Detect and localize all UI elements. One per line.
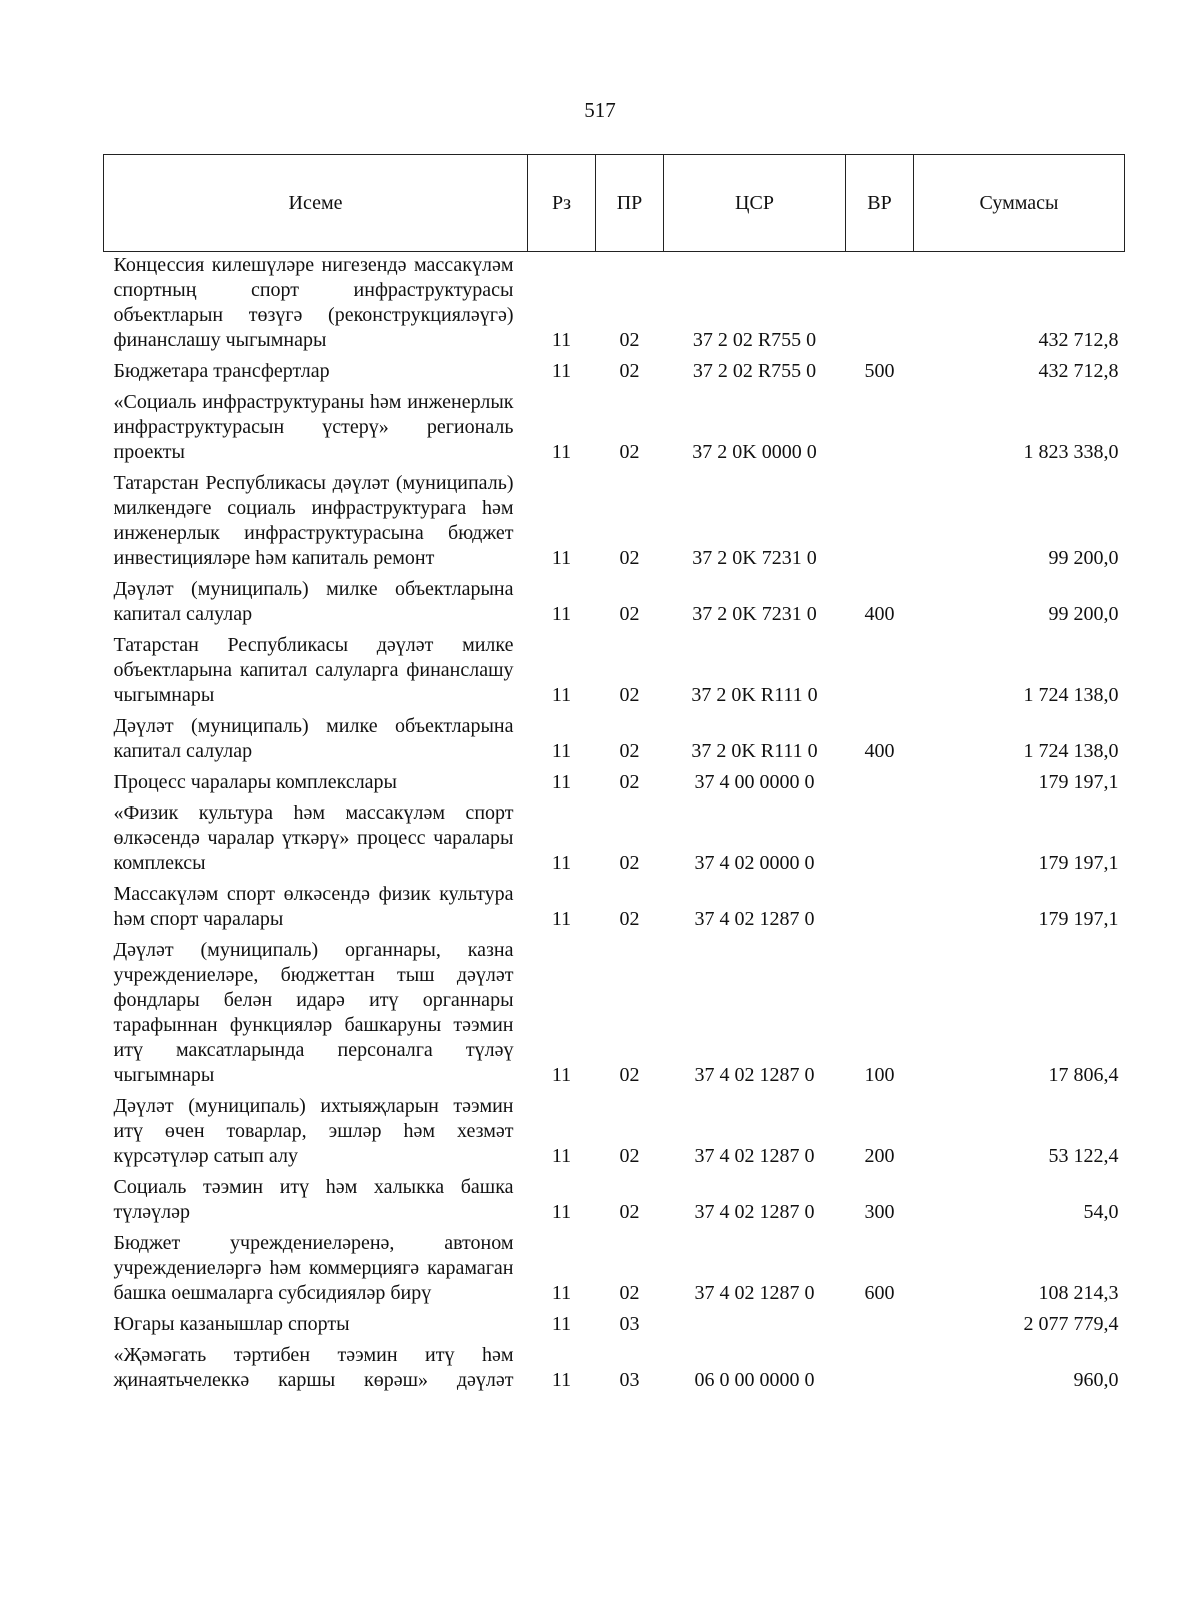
cell-name: Югары казанышлар спорты	[113, 1313, 350, 1335]
table-row	[104, 252, 1125, 359]
cell-sum: 108 214,3	[1038, 1282, 1119, 1304]
cell-rz: 11	[551, 852, 572, 874]
table-row	[104, 470, 1125, 576]
cell-vr	[846, 1342, 914, 1398]
header-rz: Рз	[528, 155, 596, 252]
cell-csr: 37 4 02 1287 0	[694, 1064, 815, 1086]
cell-rz: 11	[551, 603, 572, 625]
table-body	[104, 252, 1125, 1399]
table-row	[104, 358, 1125, 389]
cell-sum: 53 122,4	[1048, 1145, 1119, 1167]
cell-rz: 11	[551, 908, 572, 930]
cell-pr: 03	[619, 1313, 640, 1335]
table-row	[104, 1174, 1125, 1230]
cell-sum: 960,0	[1073, 1369, 1119, 1391]
cell-csr: 37 2 0K 7231 0	[692, 603, 817, 625]
cell-vr	[846, 470, 914, 576]
cell-sum: 179 197,1	[1038, 908, 1119, 930]
cell-rz: 11	[551, 771, 572, 793]
cell-name: Дәүләт (муниципаль) милке объектларына капитал салулар	[113, 715, 514, 762]
cell-rz: 11	[551, 441, 572, 463]
cell-name: Массакүләм спорт өлкәсендә физик культура һәм спорт чаралары	[113, 883, 514, 930]
cell-rz: 11	[551, 740, 572, 762]
cell-vr	[846, 769, 914, 800]
table-row	[104, 769, 1125, 800]
cell-pr: 02	[619, 1201, 640, 1223]
table-row	[104, 1093, 1125, 1174]
cell-sum: 2 077 779,4	[1023, 1313, 1119, 1335]
table-row	[104, 1230, 1125, 1311]
cell-rz: 11	[551, 1064, 572, 1086]
cell-rz: 11	[551, 329, 572, 351]
cell-sum: 432 712,8	[1038, 329, 1119, 351]
header-pr: ПР	[596, 155, 664, 252]
cell-name: Дәүләт (муниципаль) ихтыяҗларын тәэмин итү өчен товарлар, эшләр һәм хезмәт күрсәтүләр сатып алу	[113, 1095, 514, 1167]
cell-csr: 37 4 02 0000 0	[694, 852, 815, 874]
cell-csr: 37 2 0K R111 0	[691, 684, 818, 706]
cell-rz: 11	[551, 1369, 572, 1391]
cell-sum: 99 200,0	[1048, 603, 1119, 625]
cell-csr: 37 4 02 1287 0	[694, 1145, 815, 1167]
cell-sum: 99 200,0	[1048, 547, 1119, 569]
cell-rz: 11	[551, 1282, 572, 1304]
cell-pr: 02	[619, 603, 640, 625]
cell-rz: 11	[551, 360, 572, 382]
cell-name: Социаль тәэмин итү һәм халыкка башка түләүләр	[113, 1176, 514, 1223]
cell-vr: 600	[864, 1282, 895, 1304]
cell-sum: 17 806,4	[1048, 1064, 1119, 1086]
cell-rz: 11	[551, 1145, 572, 1167]
cell-csr: 37 2 02 R755 0	[692, 360, 817, 382]
cell-csr: 06 0 00 0000 0	[694, 1369, 815, 1391]
cell-rz: 11	[551, 684, 572, 706]
cell-vr	[846, 632, 914, 713]
table-row	[104, 632, 1125, 713]
cell-vr: 400	[864, 740, 895, 762]
cell-name: «Социаль инфраструктураны һәм инженерлык инфраструктурасын үстерү» региональ проекты	[113, 391, 514, 463]
table-row	[104, 937, 1125, 1093]
cell-pr: 02	[619, 852, 640, 874]
cell-pr: 02	[619, 771, 640, 793]
cell-csr: 37 2 0K R111 0	[691, 740, 818, 762]
cell-pr: 02	[619, 908, 640, 930]
cell-name: Дәүләт (муниципаль) милке объектларына капитал салулар	[113, 578, 514, 625]
table-row	[104, 800, 1125, 881]
cell-vr: 300	[864, 1201, 895, 1223]
table-row	[104, 389, 1125, 470]
cell-name: «Физик культура һәм массакүләм спорт өлкәсендә чаралар үткәрү» процесс чаралары комплексы	[113, 802, 514, 874]
cell-name: Бюджетара трансфертлар	[113, 360, 330, 382]
table-row	[104, 1342, 1125, 1398]
cell-name: Процесс чаралары комплекслары	[113, 771, 397, 793]
table-header	[104, 155, 1125, 252]
cell-name: Дәүләт (муниципаль) органнары, казна учреждениеләре, бюджеттан тыш дәүләт фондлары белән идарә итү органнары тарафыннан функцияләр башкаруны тәэмин итү максатларында персоналга түләү чыгымнары	[113, 939, 514, 1086]
cell-sum: 1 724 138,0	[1023, 684, 1119, 706]
cell-pr: 02	[619, 1145, 640, 1167]
header-sum: Суммасы	[914, 155, 1125, 252]
cell-sum: 54,0	[1083, 1201, 1119, 1223]
table-row	[104, 713, 1125, 769]
cell-vr: 400	[864, 603, 895, 625]
table-row	[104, 1311, 1125, 1342]
cell-csr: 37 2 0K 7231 0	[692, 547, 817, 569]
cell-name: Татарстан Республикасы дәүләт милке объектларына капитал салуларга финанслашу чыгымнары	[113, 634, 514, 706]
cell-sum: 432 712,8	[1038, 360, 1119, 382]
cell-sum: 1 823 338,0	[1023, 441, 1119, 463]
cell-csr: 37 4 02 1287 0	[694, 908, 815, 930]
header-csr: ЦСР	[664, 155, 846, 252]
cell-pr: 02	[619, 547, 640, 569]
cell-pr: 02	[619, 360, 640, 382]
cell-vr	[846, 1311, 914, 1342]
cell-name: «Җәмәгать тәртибен тәэмин итү һәм җинаятьчелеккә каршы көрәш» дәүләт	[113, 1344, 514, 1391]
cell-pr: 02	[619, 441, 640, 463]
cell-csr: 37 4 00 0000 0	[694, 771, 815, 793]
table-row	[104, 576, 1125, 632]
cell-csr: 37 2 02 R755 0	[692, 329, 817, 351]
cell-rz: 11	[551, 547, 572, 569]
cell-pr: 02	[619, 684, 640, 706]
cell-name: Концессия килешүләре нигезендә массакүләм спортның спорт инфраструктурасы объектларын төзүгә (реконструкцияләүгә) финанслашу чыгымнары	[113, 254, 514, 351]
cell-vr	[846, 252, 914, 359]
cell-vr: 200	[864, 1145, 895, 1167]
cell-rz: 11	[551, 1201, 572, 1223]
cell-name: Татарстан Республикасы дәүләт (муниципаль) милкендәге социаль инфраструктурага һәм инженерлык инфраструктурасына бюджет инвестицияләре һәм капиталь ремонт	[113, 472, 514, 569]
cell-csr: 37 2 0K 0000 0	[692, 441, 817, 463]
cell-name: Бюджет учреждениеләренә, автоном учреждениеләргә һәм коммерциягә карамаган башка оешмаларга субсидияләр бирү	[113, 1232, 514, 1304]
cell-csr: 37 4 02 1287 0	[694, 1282, 815, 1304]
cell-vr	[846, 389, 914, 470]
cell-vr	[846, 800, 914, 881]
cell-sum: 179 197,1	[1038, 771, 1119, 793]
budget-table	[103, 154, 1125, 1398]
cell-csr	[664, 1311, 846, 1342]
cell-sum: 179 197,1	[1038, 852, 1119, 874]
cell-vr: 100	[864, 1064, 895, 1086]
cell-pr: 02	[619, 1064, 640, 1086]
header-vr: ВР	[846, 155, 914, 252]
header-name: Исеме	[104, 155, 528, 252]
cell-rz: 11	[551, 1313, 572, 1335]
cell-pr: 02	[619, 740, 640, 762]
cell-pr: 02	[619, 329, 640, 351]
table-row	[104, 881, 1125, 937]
cell-pr: 02	[619, 1282, 640, 1304]
cell-vr: 500	[864, 360, 895, 382]
cell-sum: 1 724 138,0	[1023, 740, 1119, 762]
cell-csr: 37 4 02 1287 0	[694, 1201, 815, 1223]
page-number: 517	[584, 98, 616, 122]
cell-pr: 03	[619, 1369, 640, 1391]
cell-vr	[846, 881, 914, 937]
